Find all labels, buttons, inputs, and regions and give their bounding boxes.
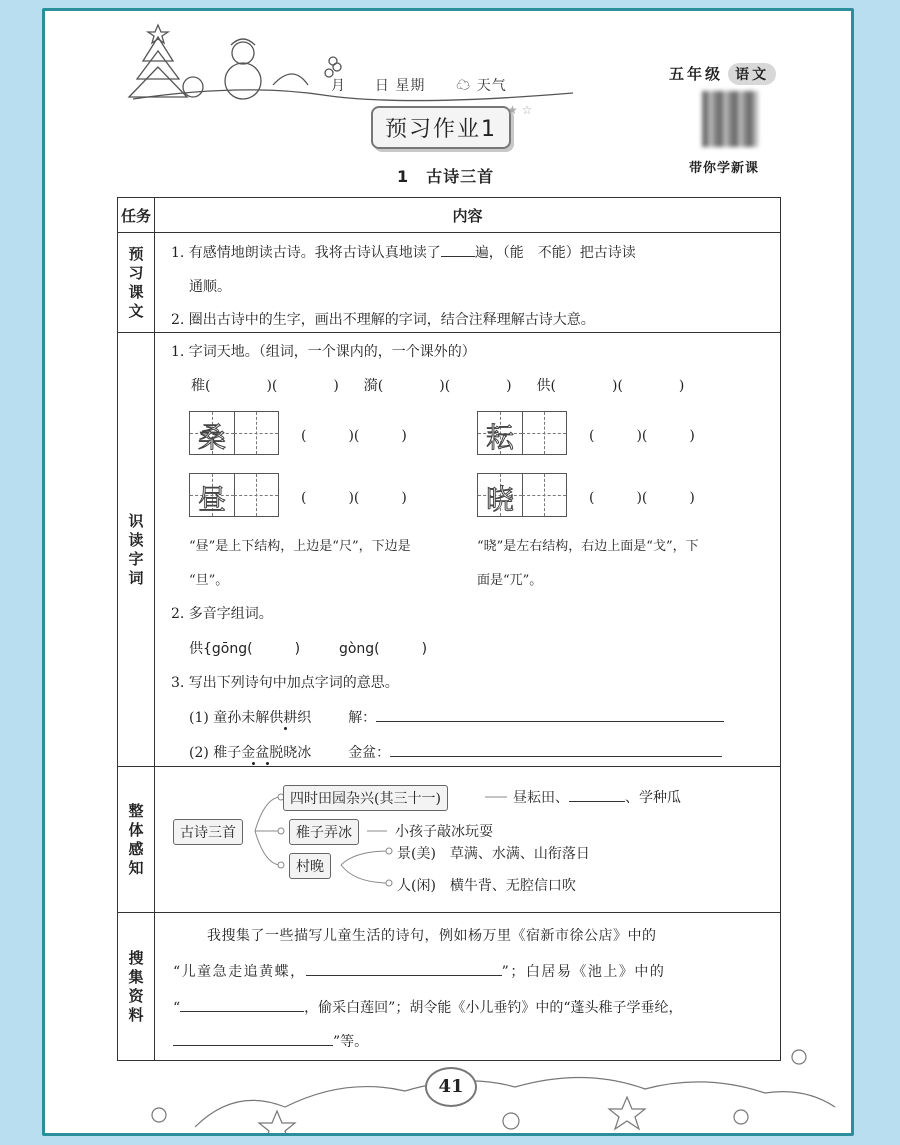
collect-line-3b: ，偷采白莲回”；胡令能《小儿垂钓》中的“蓬头稚子学垂纶， (304, 1000, 683, 1016)
assignment-title: 预习作业1 (371, 106, 511, 149)
char-gong: 供 (536, 378, 551, 394)
tian-grid-zhou[interactable] (189, 473, 279, 517)
collect-line-2a: “儿童急走追黄蝶， (173, 964, 306, 980)
collect-blank-3[interactable] (173, 1031, 333, 1046)
preview-q1-text2: 遍，（能 不能）把古诗读 (474, 245, 636, 261)
tian-char-xiao: 晓 (485, 483, 514, 516)
preview-q2: 2. 圈出古诗中的生字，画出不理解的字词，结合注释理解古诗大意。 (171, 312, 595, 328)
poem1-text-b: 、学种瓜 (625, 790, 681, 806)
tian-char-zhou: 昼 (197, 483, 226, 516)
preview-q1-text: 1. 有感情地朗读古诗。我将古诗认真地读了 (171, 245, 441, 261)
emphasis-dot (246, 742, 260, 760)
q3-item-1-label: 解： (348, 710, 377, 726)
char-zhi-blanks[interactable]: ( )( ) (205, 378, 339, 394)
date-line (331, 75, 507, 95)
yun-blanks[interactable]: ( )( ) (589, 428, 695, 444)
section-label-preview: 预习课文 (118, 233, 155, 333)
collect-blank-1[interactable] (306, 961, 502, 976)
preview-q1 (171, 242, 636, 262)
sang-blanks[interactable]: ( )( ) (301, 428, 407, 444)
q3-item-2-blank[interactable] (390, 742, 722, 757)
collect-line-2 (173, 961, 665, 981)
tian-char-yun: 耘 (485, 421, 514, 454)
polyphone-char: 供 (189, 641, 203, 657)
char-yi-blanks[interactable]: ( )( ) (377, 378, 512, 394)
mindmap-root: 古诗三首 (173, 819, 243, 845)
section-preview (155, 233, 781, 333)
collect-blank-2[interactable] (180, 997, 304, 1012)
zhou-blanks[interactable]: ( )( ) (301, 490, 407, 506)
col-content-header: 内容 (155, 198, 781, 233)
page-number: 41 (425, 1067, 477, 1107)
section-overview (155, 767, 781, 913)
collect-line-1: 我搜集了一些描写儿童生活的诗句，例如杨万里《宿新市徐公店》中的 (207, 928, 657, 944)
q3-item-1-blank[interactable] (376, 707, 724, 722)
tian-grid-yun[interactable] (477, 411, 567, 455)
char-yi: 漪 (363, 378, 378, 394)
words-q2: 2. 多音字组词。 (171, 606, 273, 622)
emphasis-dot (260, 742, 274, 760)
grade-label: 五年级 (669, 65, 724, 83)
day-label: 日 (374, 78, 390, 94)
cloud-icon: ☁ (456, 78, 472, 94)
section-words (155, 333, 781, 767)
month-label: 月 (331, 78, 346, 94)
tian-char-sang: 桑 (197, 421, 226, 454)
collect-line-2b: ”；白居易《池上》中的 (501, 964, 666, 980)
mindmap-poem3: 村晚 (289, 853, 331, 879)
poem1-text-a: 昼耘田、 (513, 790, 569, 806)
grade-subject (669, 63, 776, 85)
polyphone-row: 供{gōng( ) gòng( ) (189, 641, 428, 657)
char-gong-blanks[interactable]: ( )( ) (550, 378, 685, 394)
collect-line-4b: ”等。 (333, 1034, 369, 1050)
preview-q1-cont: 通顺。 (189, 279, 231, 295)
qr-code[interactable] (702, 91, 758, 147)
char-zhi: 稚 (191, 378, 205, 394)
words-q3: 3. 写出下列诗句中加点字词的意思。 (171, 675, 399, 691)
section-label-words: 识读字词 (118, 333, 155, 767)
mindmap-poem1: 四时田园杂兴(其三十一) (283, 785, 448, 811)
section-collect (155, 913, 781, 1061)
q3-item-2-text: (2) 稚子金盆脱晓冰 (189, 745, 312, 761)
q3-item-2-label: 金盆： (348, 745, 391, 761)
poem3-people: 人(闲) 横牛背、无腔信口吹 (397, 878, 576, 894)
task-table (117, 197, 781, 1061)
tian-grid-xiao[interactable] (477, 473, 567, 517)
poem2-summary: 小孩子敲冰玩耍 (395, 824, 493, 840)
weather-label: 天气 (476, 78, 507, 94)
xiao-blanks[interactable]: ( )( ) (589, 490, 695, 506)
col-task-header: 任务 (118, 198, 155, 233)
polyphone-gong1[interactable]: gōng( ) (211, 641, 301, 657)
note-xiao-1: “晓”是左右结构，右边上面是“戈”，下 (477, 539, 699, 554)
poem1-blank[interactable] (569, 787, 625, 802)
section-label-collect: 搜集资料 (118, 913, 155, 1061)
q3-item-2 (189, 742, 722, 762)
collect-line-3 (173, 997, 683, 1017)
mindmap-poem2: 稚子弄冰 (289, 819, 359, 845)
emphasis-dot (278, 707, 292, 725)
weekday-label: 星期 (395, 78, 426, 94)
polyphone-gong4[interactable]: gòng( ) (338, 641, 428, 657)
word-row-1 (191, 375, 684, 395)
collect-line-3a: “ (173, 1000, 181, 1016)
q3-item-1 (189, 707, 724, 727)
worksheet-page (42, 8, 854, 1136)
q3-item-1-text: (1) 童孙未解供耕织 (189, 710, 312, 726)
tian-grid-sang[interactable] (189, 411, 279, 455)
poem1-summary (513, 787, 681, 807)
note-zhou-2: “旦”。 (189, 573, 229, 588)
words-q1: 1. 字词天地。（组词，一个课内的，一个课外的） (171, 344, 476, 360)
lesson-title: 1 古诗三首 (397, 167, 495, 186)
star-icon: ★ ☆ (507, 103, 533, 117)
note-zhou-1: “昼”是上下结构，上边是“尺”，下边是 (189, 539, 411, 554)
note-xiao-2: 面是“兀”。 (477, 573, 543, 588)
poem3-scene: 景(美) 草满、水满、山衔落日 (397, 846, 590, 862)
qr-caption: 带你学新课 (689, 161, 760, 176)
subject-badge: 语文 (728, 63, 776, 85)
read-count-blank[interactable] (441, 242, 475, 257)
section-label-overview: 整体感知 (118, 767, 155, 913)
